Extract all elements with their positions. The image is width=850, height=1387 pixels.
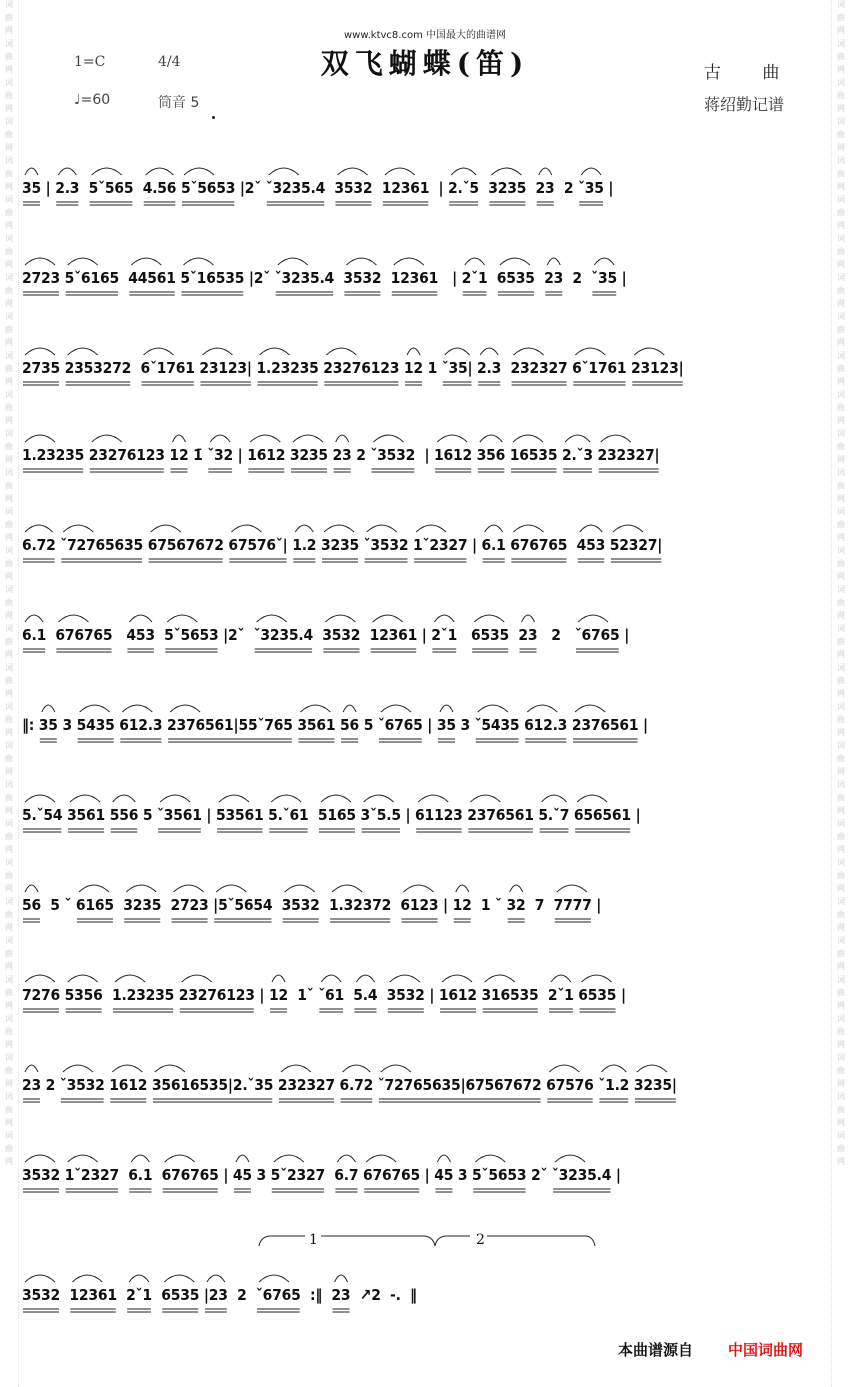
watermark-char: 网	[837, 884, 845, 893]
watermark-char: 曲	[5, 481, 13, 490]
watermark-char: 曲	[5, 559, 13, 568]
watermark-char: 曲	[837, 1144, 845, 1153]
beam-lines	[22, 826, 828, 842]
watermark-char: 曲	[837, 169, 845, 178]
watermark-char: 词	[837, 819, 845, 828]
watermark-char: 曲	[5, 247, 13, 256]
watermark-right	[831, 0, 850, 1387]
watermark-char: 词	[5, 273, 13, 282]
watermark-char: 词	[837, 234, 845, 243]
watermark-char: 网	[5, 221, 13, 230]
watermark-char: 词	[5, 1092, 13, 1101]
slur-arcs	[22, 245, 828, 269]
time-signature: 4/4	[158, 54, 181, 70]
watermark-char: 词	[837, 741, 845, 750]
score-row	[22, 962, 828, 1022]
watermark-char: 词	[5, 156, 13, 165]
watermark-char: 曲	[837, 598, 845, 607]
volta-2: 2	[476, 1232, 485, 1248]
watermark-char: 词	[837, 624, 845, 633]
watermark-char: 曲	[837, 91, 845, 100]
watermark-char: 词	[5, 117, 13, 126]
tuning-note: 筒音 5	[158, 95, 200, 111]
watermark-char: 词	[837, 858, 845, 867]
watermark-char: 网	[5, 26, 13, 35]
watermark-char: 曲	[837, 247, 845, 256]
watermark-char: 网	[5, 806, 13, 815]
notation-line: ‖: 35 3 5435 612.3 2376561|55ˇ765 3561 56 5 ˇ6765 | 35 3 ˇ5435 612.3 2376561 |	[22, 716, 648, 734]
watermark-char: 网	[5, 845, 13, 854]
score-row	[22, 422, 828, 482]
watermark-char: 曲	[5, 793, 13, 802]
watermark-char: 曲	[5, 208, 13, 217]
watermark-char: 网	[5, 572, 13, 581]
watermark-char: 词	[5, 39, 13, 48]
watermark-char: 网	[837, 338, 845, 347]
watermark-char: 曲	[5, 91, 13, 100]
watermark-char: 网	[837, 377, 845, 386]
tempo-marking: ♩=60	[74, 92, 111, 108]
watermark-char: 曲	[837, 910, 845, 919]
watermark-char: 曲	[837, 130, 845, 139]
slur-arcs	[22, 335, 828, 359]
watermark-char: 词	[837, 1014, 845, 1023]
watermark-char: 曲	[5, 130, 13, 139]
slur-arcs	[22, 1142, 828, 1166]
beam-lines	[22, 379, 828, 395]
score-row	[22, 782, 828, 842]
watermark-char: 网	[837, 1118, 845, 1127]
watermark-char: 曲	[837, 364, 845, 373]
watermark-char: 网	[5, 1001, 13, 1010]
composer: 古 曲	[704, 63, 798, 83]
slur-arcs	[22, 512, 828, 536]
watermark-char: 曲	[5, 637, 13, 646]
volta-1: 1	[309, 1232, 318, 1248]
beam-lines	[22, 556, 828, 572]
watermark-char: 词	[5, 936, 13, 945]
watermark-char: 词	[837, 936, 845, 945]
transcriber: 蒋绍勤记谱	[704, 95, 785, 114]
watermark-char: 网	[5, 377, 13, 386]
watermark-char: 曲	[837, 442, 845, 451]
watermark-char: 曲	[5, 1027, 13, 1036]
watermark-char: 网	[837, 143, 845, 152]
watermark-char: 词	[5, 234, 13, 243]
watermark-char: 网	[5, 65, 13, 74]
notation-line: 6.1 676765 453 5ˇ5653 |2ˇ ˇ3235.4 3532 12361 | 2ˇ1 6535 23 2 ˇ6765 |	[22, 626, 630, 644]
watermark-char: 网	[5, 689, 13, 698]
watermark-char: 词	[837, 780, 845, 789]
watermark-char: 词	[837, 429, 845, 438]
watermark-char: 词	[837, 312, 845, 321]
watermark-char: 词	[837, 351, 845, 360]
watermark-char: 网	[837, 1079, 845, 1088]
watermark-char: 网	[837, 455, 845, 464]
watermark-char: 曲	[5, 286, 13, 295]
watermark-left	[0, 0, 19, 1387]
watermark-char: 网	[837, 65, 845, 74]
watermark-char: 网	[837, 221, 845, 230]
watermark-char: 曲	[5, 325, 13, 334]
watermark-char: 曲	[5, 442, 13, 451]
watermark-char: 曲	[5, 52, 13, 61]
watermark-char: 网	[5, 533, 13, 542]
notation-line: 6.72 ˇ72765635 67567672 67576ˇ| 1.2 3235 ˇ3532 1ˇ2327 | 6.1 676765 453 52327|	[22, 536, 663, 554]
watermark-char: 词	[837, 585, 845, 594]
notation-line: 3532 1ˇ2327 6.1 676765 | 45 3 5ˇ2327 6.7 676765 | 45 3 5ˇ5653 2ˇ ˇ3235.4 |	[22, 1166, 621, 1184]
watermark-char: 曲	[5, 1066, 13, 1075]
watermark-char: 网	[5, 728, 13, 737]
notation-line: 7276 5356 1.23235 23276123 | 12 1ˇ ˇ61 5.4 3532 | 1612 316535 2ˇ1 6535 |	[22, 986, 626, 1004]
watermark-char: 曲	[837, 1066, 845, 1075]
watermark-char: 曲	[5, 832, 13, 841]
watermark-char: 网	[5, 299, 13, 308]
watermark-char: 词	[5, 507, 13, 516]
watermark-char: 网	[5, 1040, 13, 1049]
watermark-char: 词	[5, 741, 13, 750]
watermark-char: 网	[5, 1079, 13, 1088]
score-row	[22, 1262, 828, 1322]
watermark-char: 词	[5, 312, 13, 321]
watermark-char: 词	[5, 858, 13, 867]
watermark-char: 曲	[837, 208, 845, 217]
watermark-char: 网	[5, 416, 13, 425]
watermark-char: 曲	[837, 286, 845, 295]
notation-line: 2723 5ˇ6165 44561 5ˇ16535 |2ˇ ˇ3235.4 3532 12361 | 2ˇ1 6535 23 2 ˇ35 |	[22, 269, 627, 287]
score-row	[22, 1052, 828, 1112]
score-row	[22, 245, 828, 305]
beam-lines	[22, 1306, 828, 1322]
tuning-dot	[212, 116, 215, 119]
watermark-char: 词	[837, 0, 845, 9]
watermark-char: 网	[5, 494, 13, 503]
slur-arcs	[22, 782, 828, 806]
watermark-char: 网	[5, 455, 13, 464]
watermark-char: 曲	[5, 949, 13, 958]
watermark-char: 曲	[837, 715, 845, 724]
watermark-char: 曲	[837, 832, 845, 841]
beam-lines	[22, 916, 828, 932]
watermark-char: 曲	[5, 1144, 13, 1153]
watermark-char: 词	[5, 1131, 13, 1140]
watermark-char: 网	[5, 650, 13, 659]
watermark-char: 网	[5, 182, 13, 191]
slur-arcs	[22, 1052, 828, 1076]
watermark-char: 词	[837, 39, 845, 48]
watermark-char: 网	[837, 104, 845, 113]
watermark-char: 网	[837, 416, 845, 425]
watermark-char: 词	[5, 585, 13, 594]
watermark-char: 词	[5, 975, 13, 984]
watermark-char: 网	[837, 494, 845, 503]
notation-line: 35 | 2.3 5ˇ565 4.56 5ˇ5653 |2ˇ ˇ3235.4 3532 12361 | 2.ˇ5 3235 23 2 ˇ35 |	[22, 179, 614, 197]
watermark-char: 网	[5, 1118, 13, 1127]
watermark-char: 曲	[5, 364, 13, 373]
watermark-char: 词	[837, 117, 845, 126]
watermark-char: 曲	[5, 598, 13, 607]
beam-lines	[22, 646, 828, 662]
watermark-char: 曲	[5, 754, 13, 763]
watermark-char: 曲	[837, 52, 845, 61]
watermark-char: 词	[837, 546, 845, 555]
notation-line: 1.23235 23276123 12 1̄ ˇ32 | 1612 3235 23 2 ˇ3532 | 1612 356 16535 2.ˇ3 232327|	[22, 446, 660, 464]
slur-arcs	[22, 872, 828, 896]
watermark-char: 网	[837, 962, 845, 971]
score-row	[22, 335, 828, 395]
watermark-char: 曲	[837, 13, 845, 22]
watermark-char: 网	[5, 1157, 13, 1166]
watermark-char: 词	[5, 819, 13, 828]
watermark-char: 网	[5, 260, 13, 269]
watermark-char: 网	[837, 806, 845, 815]
watermark-char: 词	[5, 0, 13, 9]
slur-arcs	[22, 602, 828, 626]
score-row	[22, 512, 828, 572]
notation-line: 5.ˇ54 3561 556 5 ˇ3561 | 53561 5.ˇ61 5165 3ˇ5.5 | 61123 2376561 5.ˇ7 656561 |	[22, 806, 641, 824]
watermark-char: 网	[837, 533, 845, 542]
watermark-char: 曲	[837, 481, 845, 490]
slur-arcs	[22, 692, 828, 716]
footer-source: 本曲谱源自	[618, 1341, 694, 1359]
watermark-char: 网	[837, 1040, 845, 1049]
beam-lines	[22, 466, 828, 482]
watermark-char: 词	[837, 273, 845, 282]
beam-lines	[22, 199, 828, 215]
watermark-char: 曲	[5, 715, 13, 724]
watermark-char: 网	[837, 923, 845, 932]
watermark-char: 曲	[837, 871, 845, 880]
watermark-char: 曲	[837, 793, 845, 802]
watermark-char: 词	[837, 78, 845, 87]
watermark-char: 网	[837, 299, 845, 308]
watermark-char: 曲	[837, 949, 845, 958]
watermark-char: 词	[837, 468, 845, 477]
watermark-char: 词	[837, 390, 845, 399]
watermark-char: 曲	[5, 403, 13, 412]
watermark-char: 曲	[837, 520, 845, 529]
watermark-char: 网	[837, 182, 845, 191]
watermark-char: 网	[5, 962, 13, 971]
watermark-char: 网	[5, 884, 13, 893]
watermark-char: 词	[5, 351, 13, 360]
watermark-char: 曲	[5, 871, 13, 880]
score-row	[22, 155, 828, 215]
watermark-char: 词	[5, 1014, 13, 1023]
slur-arcs	[22, 422, 828, 446]
watermark-char: 网	[837, 1157, 845, 1166]
watermark-char: 网	[837, 728, 845, 737]
watermark-char: 网	[837, 1001, 845, 1010]
watermark-char: 曲	[5, 988, 13, 997]
watermark-char: 词	[5, 195, 13, 204]
watermark-char: 网	[5, 338, 13, 347]
watermark-char: 词	[837, 1131, 845, 1140]
watermark-char: 词	[5, 429, 13, 438]
watermark-char: 曲	[837, 325, 845, 334]
watermark-char: 曲	[5, 910, 13, 919]
watermark-char: 曲	[5, 520, 13, 529]
beam-lines	[22, 1006, 828, 1022]
watermark-char: 词	[837, 663, 845, 672]
watermark-char: 词	[837, 156, 845, 165]
watermark-char: 词	[837, 702, 845, 711]
watermark-char: 曲	[837, 559, 845, 568]
slur-arcs	[22, 155, 828, 179]
watermark-char: 网	[837, 767, 845, 776]
watermark-char: 网	[837, 845, 845, 854]
watermark-char: 网	[5, 104, 13, 113]
watermark-char: 词	[5, 1053, 13, 1062]
watermark-char: 词	[837, 1053, 845, 1062]
watermark-char: 词	[5, 468, 13, 477]
watermark-char: 曲	[837, 403, 845, 412]
footer-brand: 中国词曲网	[728, 1341, 804, 1359]
watermark-char: 曲	[5, 1105, 13, 1114]
watermark-char: 词	[5, 78, 13, 87]
watermark-char: 曲	[5, 676, 13, 685]
watermark-char: 词	[5, 390, 13, 399]
watermark-char: 词	[837, 897, 845, 906]
watermark-char: 网	[837, 260, 845, 269]
watermark-char: 曲	[5, 13, 13, 22]
watermark-char: 词	[5, 546, 13, 555]
watermark-char: 曲	[837, 1105, 845, 1114]
watermark-char: 词	[5, 663, 13, 672]
watermark-char: 曲	[5, 169, 13, 178]
slur-arcs	[22, 1262, 828, 1286]
watermark-char: 曲	[837, 1027, 845, 1036]
volta-brackets	[255, 1232, 600, 1252]
score-title: 双飞蝴蝶(笛)	[320, 47, 530, 80]
watermark-char: 曲	[837, 637, 845, 646]
notation-line: 3532 12361 2ˇ1 6535 |23 2 ˇ6765 :‖ 23 ↗2 -. ‖	[22, 1286, 417, 1304]
watermark-char: 网	[837, 572, 845, 581]
slur-arcs	[22, 962, 828, 986]
beam-lines	[22, 736, 828, 752]
watermark-char: 网	[837, 650, 845, 659]
watermark-char: 词	[837, 195, 845, 204]
watermark-char: 词	[5, 897, 13, 906]
beam-lines	[22, 1186, 828, 1202]
beam-lines	[22, 289, 828, 305]
watermark-char: 曲	[837, 754, 845, 763]
notation-line: 23 2 ˇ3532 1612 35616535|2.ˇ35 232327 6.72 ˇ72765635|67567672 67576 ˇ1.2 3235|	[22, 1076, 677, 1094]
watermark-char: 词	[837, 1092, 845, 1101]
beam-lines	[22, 1096, 828, 1112]
watermark-char: 词	[5, 780, 13, 789]
notation-line: 56 5 ˇ 6165 3235 2723 |5ˇ5654 3532 1.32372 6123 | 12 1 ˇ 32 7 7777 |	[22, 896, 602, 914]
watermark-char: 网	[5, 767, 13, 776]
watermark-char: 曲	[837, 988, 845, 997]
score-row	[22, 872, 828, 932]
watermark-char: 曲	[837, 676, 845, 685]
watermark-char: 词	[837, 975, 845, 984]
watermark-char: 网	[837, 611, 845, 620]
watermark-char: 网	[5, 143, 13, 152]
key-signature: 1=C	[74, 54, 106, 70]
site-header: www.ktvc8.com 中国最大的曲谱网	[343, 30, 506, 41]
score-row	[22, 602, 828, 662]
score-row	[22, 692, 828, 752]
watermark-char: 网	[837, 689, 845, 698]
watermark-char: 网	[837, 26, 845, 35]
watermark-char: 词	[837, 507, 845, 516]
watermark-char: 网	[5, 611, 13, 620]
watermark-char: 词	[5, 624, 13, 633]
watermark-char: 词	[5, 702, 13, 711]
score-row	[22, 1142, 828, 1202]
watermark-char: 网	[5, 923, 13, 932]
notation-line: 2735 2353272 6ˇ1761 23123| 1.23235 23276123 12 1 ˇ35| 2.3 232327 6ˇ1761 23123|	[22, 359, 684, 377]
